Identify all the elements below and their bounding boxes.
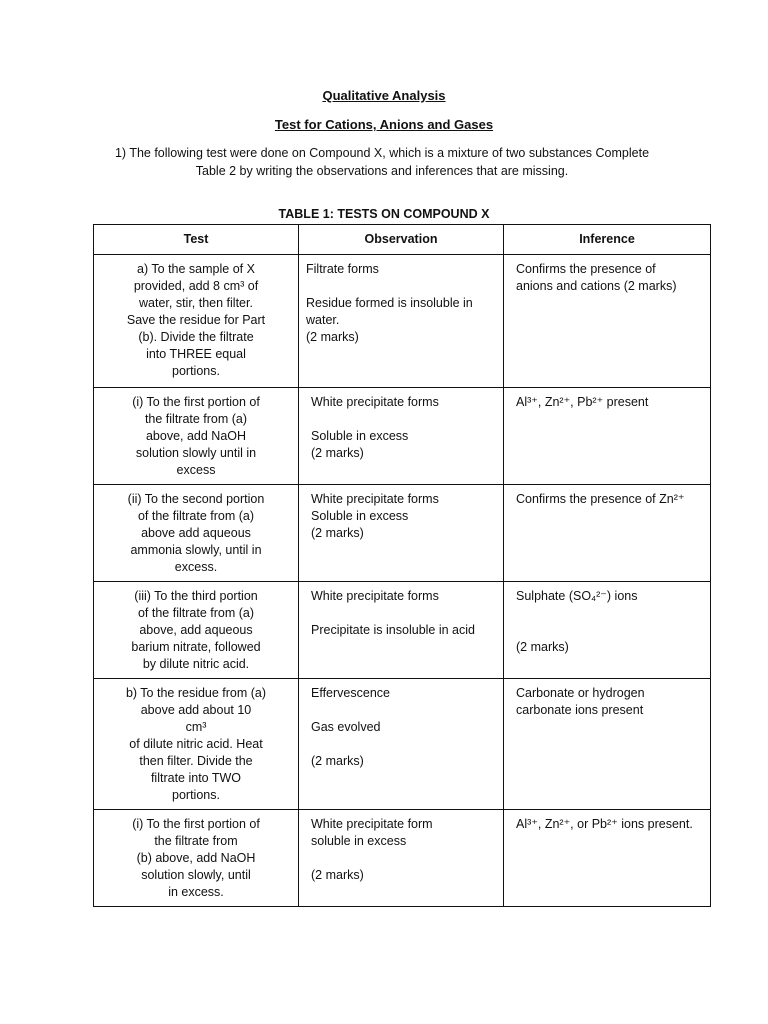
observation-cell-line: Filtrate forms — [306, 262, 379, 276]
table-row — [94, 679, 711, 810]
table-row — [94, 582, 711, 679]
inference-cell-line: Carbonate or hydrogen — [516, 686, 645, 700]
observation-cell-line: White precipitate forms — [311, 395, 439, 409]
inference-cell — [504, 810, 711, 907]
test-cell-line: of dilute nitric acid. Heat — [129, 737, 263, 751]
observation-cell — [299, 810, 504, 907]
header-observation: Observation — [299, 225, 504, 255]
test-cell-line: ammonia slowly, until in — [130, 543, 262, 557]
observation-cell-line: Residue formed is insoluble in — [306, 296, 473, 310]
test-cell-line: of the filtrate from (a) — [137, 606, 254, 620]
test-cell — [94, 255, 299, 388]
test-cell-line: water, stir, then filter. — [139, 296, 253, 310]
test-cell-line: (b). Divide the filtrate — [138, 330, 254, 344]
test-cell-line: cm³ — [185, 720, 207, 734]
test-cell-line: (i) To the first portion of — [132, 817, 260, 831]
test-cell-line: above add about 10 — [140, 703, 252, 717]
inference-cell-line: Al³⁺, Zn²⁺, or Pb²⁺ ions present. — [516, 817, 693, 831]
test-cell-line: a) To the sample of X — [137, 262, 255, 276]
observation-cell — [299, 255, 504, 388]
observation-cell-line — [311, 411, 497, 428]
test-cell — [94, 388, 299, 485]
observation-cell-line — [311, 702, 497, 719]
test-cell-line: then filter. Divide the — [139, 754, 253, 768]
observation-cell-line: White precipitate forms — [311, 492, 439, 506]
observation-cell-line: Effervescence — [311, 686, 390, 700]
test-cell-line: above add aqueous — [141, 526, 251, 540]
test-cell-line: the filtrate from (a) — [144, 412, 248, 426]
table-row — [94, 255, 711, 388]
observation-cell-line: (2 marks) — [306, 330, 359, 344]
test-cell-line: b) To the residue from (a) — [125, 686, 267, 700]
observation-cell — [299, 679, 504, 810]
inference-cell — [504, 388, 711, 485]
inference-cell-line: Al³⁺, Zn²⁺, Pb²⁺ present — [516, 395, 649, 409]
table-body — [94, 255, 711, 907]
test-cell-line: (ii) To the second portion — [127, 492, 265, 506]
test-cell-line: of the filtrate from (a) — [137, 509, 254, 523]
test-cell-line: above, add aqueous — [139, 623, 253, 637]
observation-cell-line — [311, 850, 497, 867]
table-caption: TABLE 1: TESTS ON COMPOUND X — [278, 207, 490, 221]
observation-cell — [299, 582, 504, 679]
observation-cell — [299, 388, 504, 485]
test-cell — [94, 679, 299, 810]
test-cell — [94, 810, 299, 907]
test-cell-line: (i) To the first portion of — [132, 395, 260, 409]
observation-cell-line: Soluble in excess — [311, 509, 409, 523]
test-cell-line: barium nitrate, followed — [131, 640, 261, 654]
inference-cell-line: Confirms the presence of Zn²⁺ — [516, 492, 685, 506]
observation-cell-line: (2 marks) — [311, 868, 364, 882]
inference-cell — [504, 485, 711, 582]
test-cell-line: Save the residue for Part — [126, 313, 266, 327]
observation-cell-line — [311, 736, 497, 753]
test-cell-line: provided, add 8 cm³ of — [133, 279, 259, 293]
inference-cell-line: (2 marks) — [516, 640, 569, 654]
intro-paragraph: 1) The following test were done on Compound X, which is a mixture of two substances Complete Table 2 by writing the observations and inferences that are missing. — [114, 146, 650, 178]
test-cell-line: portions. — [172, 364, 220, 378]
test-cell-line: solution slowly until in — [135, 446, 257, 460]
page-title: Qualitative Analysis — [322, 88, 446, 103]
inference-cell-line — [516, 622, 704, 639]
inference-cell-line — [516, 605, 704, 622]
test-cell-line: excess. — [174, 560, 218, 574]
test-cell-line: filtrate into TWO — [150, 771, 242, 785]
table-row — [94, 810, 711, 907]
observation-cell — [299, 485, 504, 582]
test-cell-line: portions. — [172, 788, 220, 802]
table-row — [94, 485, 711, 582]
header-test: Test — [94, 225, 299, 255]
observation-cell-line: White precipitate form — [311, 817, 433, 831]
inference-cell-line: Confirms the presence of — [516, 262, 656, 276]
inference-cell-line: carbonate ions present — [516, 703, 644, 717]
observation-cell-line: Precipitate is insoluble in acid — [311, 623, 475, 637]
test-cell-line: (b) above, add NaOH — [136, 851, 256, 865]
page-subtitle: Test for Cations, Anions and Gases — [274, 117, 494, 132]
test-cell-line: into THREE equal — [146, 347, 246, 361]
test-cell-line: excess — [176, 463, 216, 477]
inference-cell-line: Sulphate (SO₄²⁻) ions — [516, 589, 638, 603]
test-cell-line: above, add NaOH — [145, 429, 247, 443]
table-header-row — [94, 225, 711, 255]
observation-cell-line: White precipitate forms — [311, 589, 439, 603]
observation-cell-line: (2 marks) — [311, 446, 364, 460]
observation-cell-line: water. — [306, 313, 340, 327]
header-inference: Inference — [504, 225, 711, 255]
test-cell-line: (iii) To the third portion — [134, 589, 258, 603]
test-cell — [94, 485, 299, 582]
observation-cell-line: soluble in excess — [311, 834, 407, 848]
test-cell-line: the filtrate from — [154, 834, 238, 848]
inference-cell — [504, 679, 711, 810]
test-cell-line: by dilute nitric acid. — [142, 657, 250, 671]
inference-cell — [504, 582, 711, 679]
test-cell-line: in excess. — [168, 885, 224, 899]
inference-cell-line: anions and cations (2 marks) — [516, 279, 677, 293]
table-row — [94, 388, 711, 485]
observation-cell-line: (2 marks) — [311, 526, 364, 540]
observation-cell-line: Gas evolved — [311, 720, 381, 734]
observation-cell-line — [306, 278, 497, 295]
test-cell-line: solution slowly, until — [141, 868, 251, 882]
observation-cell-line — [311, 605, 497, 622]
observation-cell-line: Soluble in excess — [311, 429, 409, 443]
inference-cell — [504, 255, 711, 388]
test-cell — [94, 582, 299, 679]
tests-table — [93, 224, 711, 907]
observation-cell-line: (2 marks) — [311, 754, 364, 768]
